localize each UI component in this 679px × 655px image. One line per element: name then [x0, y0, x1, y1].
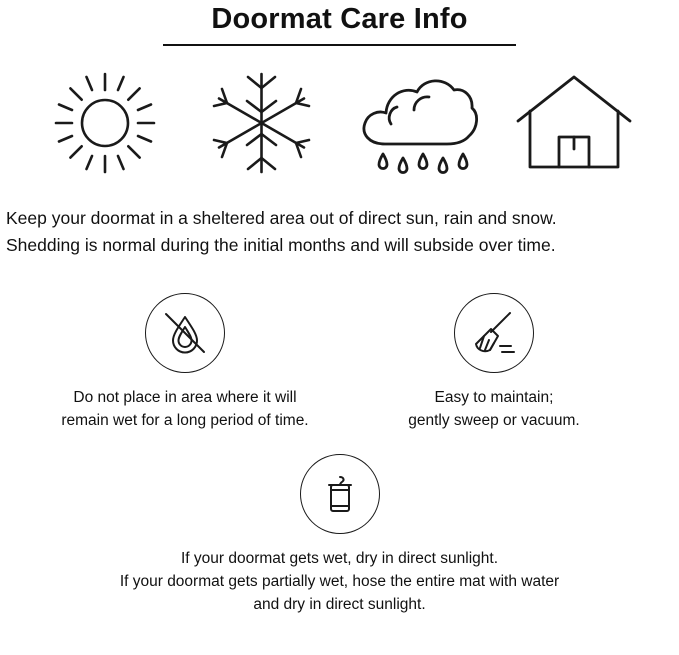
intro-line-2: Shedding is normal during the initial months and will subside over time.	[6, 234, 556, 255]
snowflake-icon	[196, 66, 326, 181]
tip-line-2: remain wet for a long period of time.	[61, 411, 309, 429]
hang-dry-mat-icon	[300, 454, 380, 534]
tip-easy-maintain-caption	[408, 387, 579, 432]
tip-line-3: and dry in direct sunlight.	[253, 596, 426, 614]
tip-easy-maintain	[349, 293, 639, 432]
tip-drying	[0, 432, 679, 617]
tip-line-2: If your doormat gets partially wet, hose the entire mat with water	[119, 573, 560, 591]
rain-cloud-icon	[353, 66, 483, 181]
intro-paragraph	[0, 181, 679, 259]
house-icon	[509, 66, 639, 181]
intro-line-1: Keep your doormat in a sheltered area out of direct sun, rain and snow.	[6, 207, 557, 228]
weather-icon-row	[0, 46, 679, 181]
no-water-drop-icon	[145, 293, 225, 373]
tip-no-standing-water	[40, 293, 330, 432]
broom-icon	[454, 293, 534, 373]
page-title: Doormat Care Info	[211, 3, 468, 35]
sun-icon	[40, 66, 170, 181]
tip-line-2: gently sweep or vacuum.	[408, 411, 580, 429]
tip-drying-caption	[120, 547, 559, 617]
tip-line-1: Do not place in area where it will	[73, 389, 297, 407]
tip-line-1: Easy to maintain;	[434, 389, 554, 407]
tip-no-standing-water-caption	[61, 387, 308, 432]
tips-row	[0, 259, 679, 432]
tip-line-1: If your doormat gets wet, dry in direct sunlight.	[180, 549, 499, 567]
title-block	[0, 0, 679, 46]
